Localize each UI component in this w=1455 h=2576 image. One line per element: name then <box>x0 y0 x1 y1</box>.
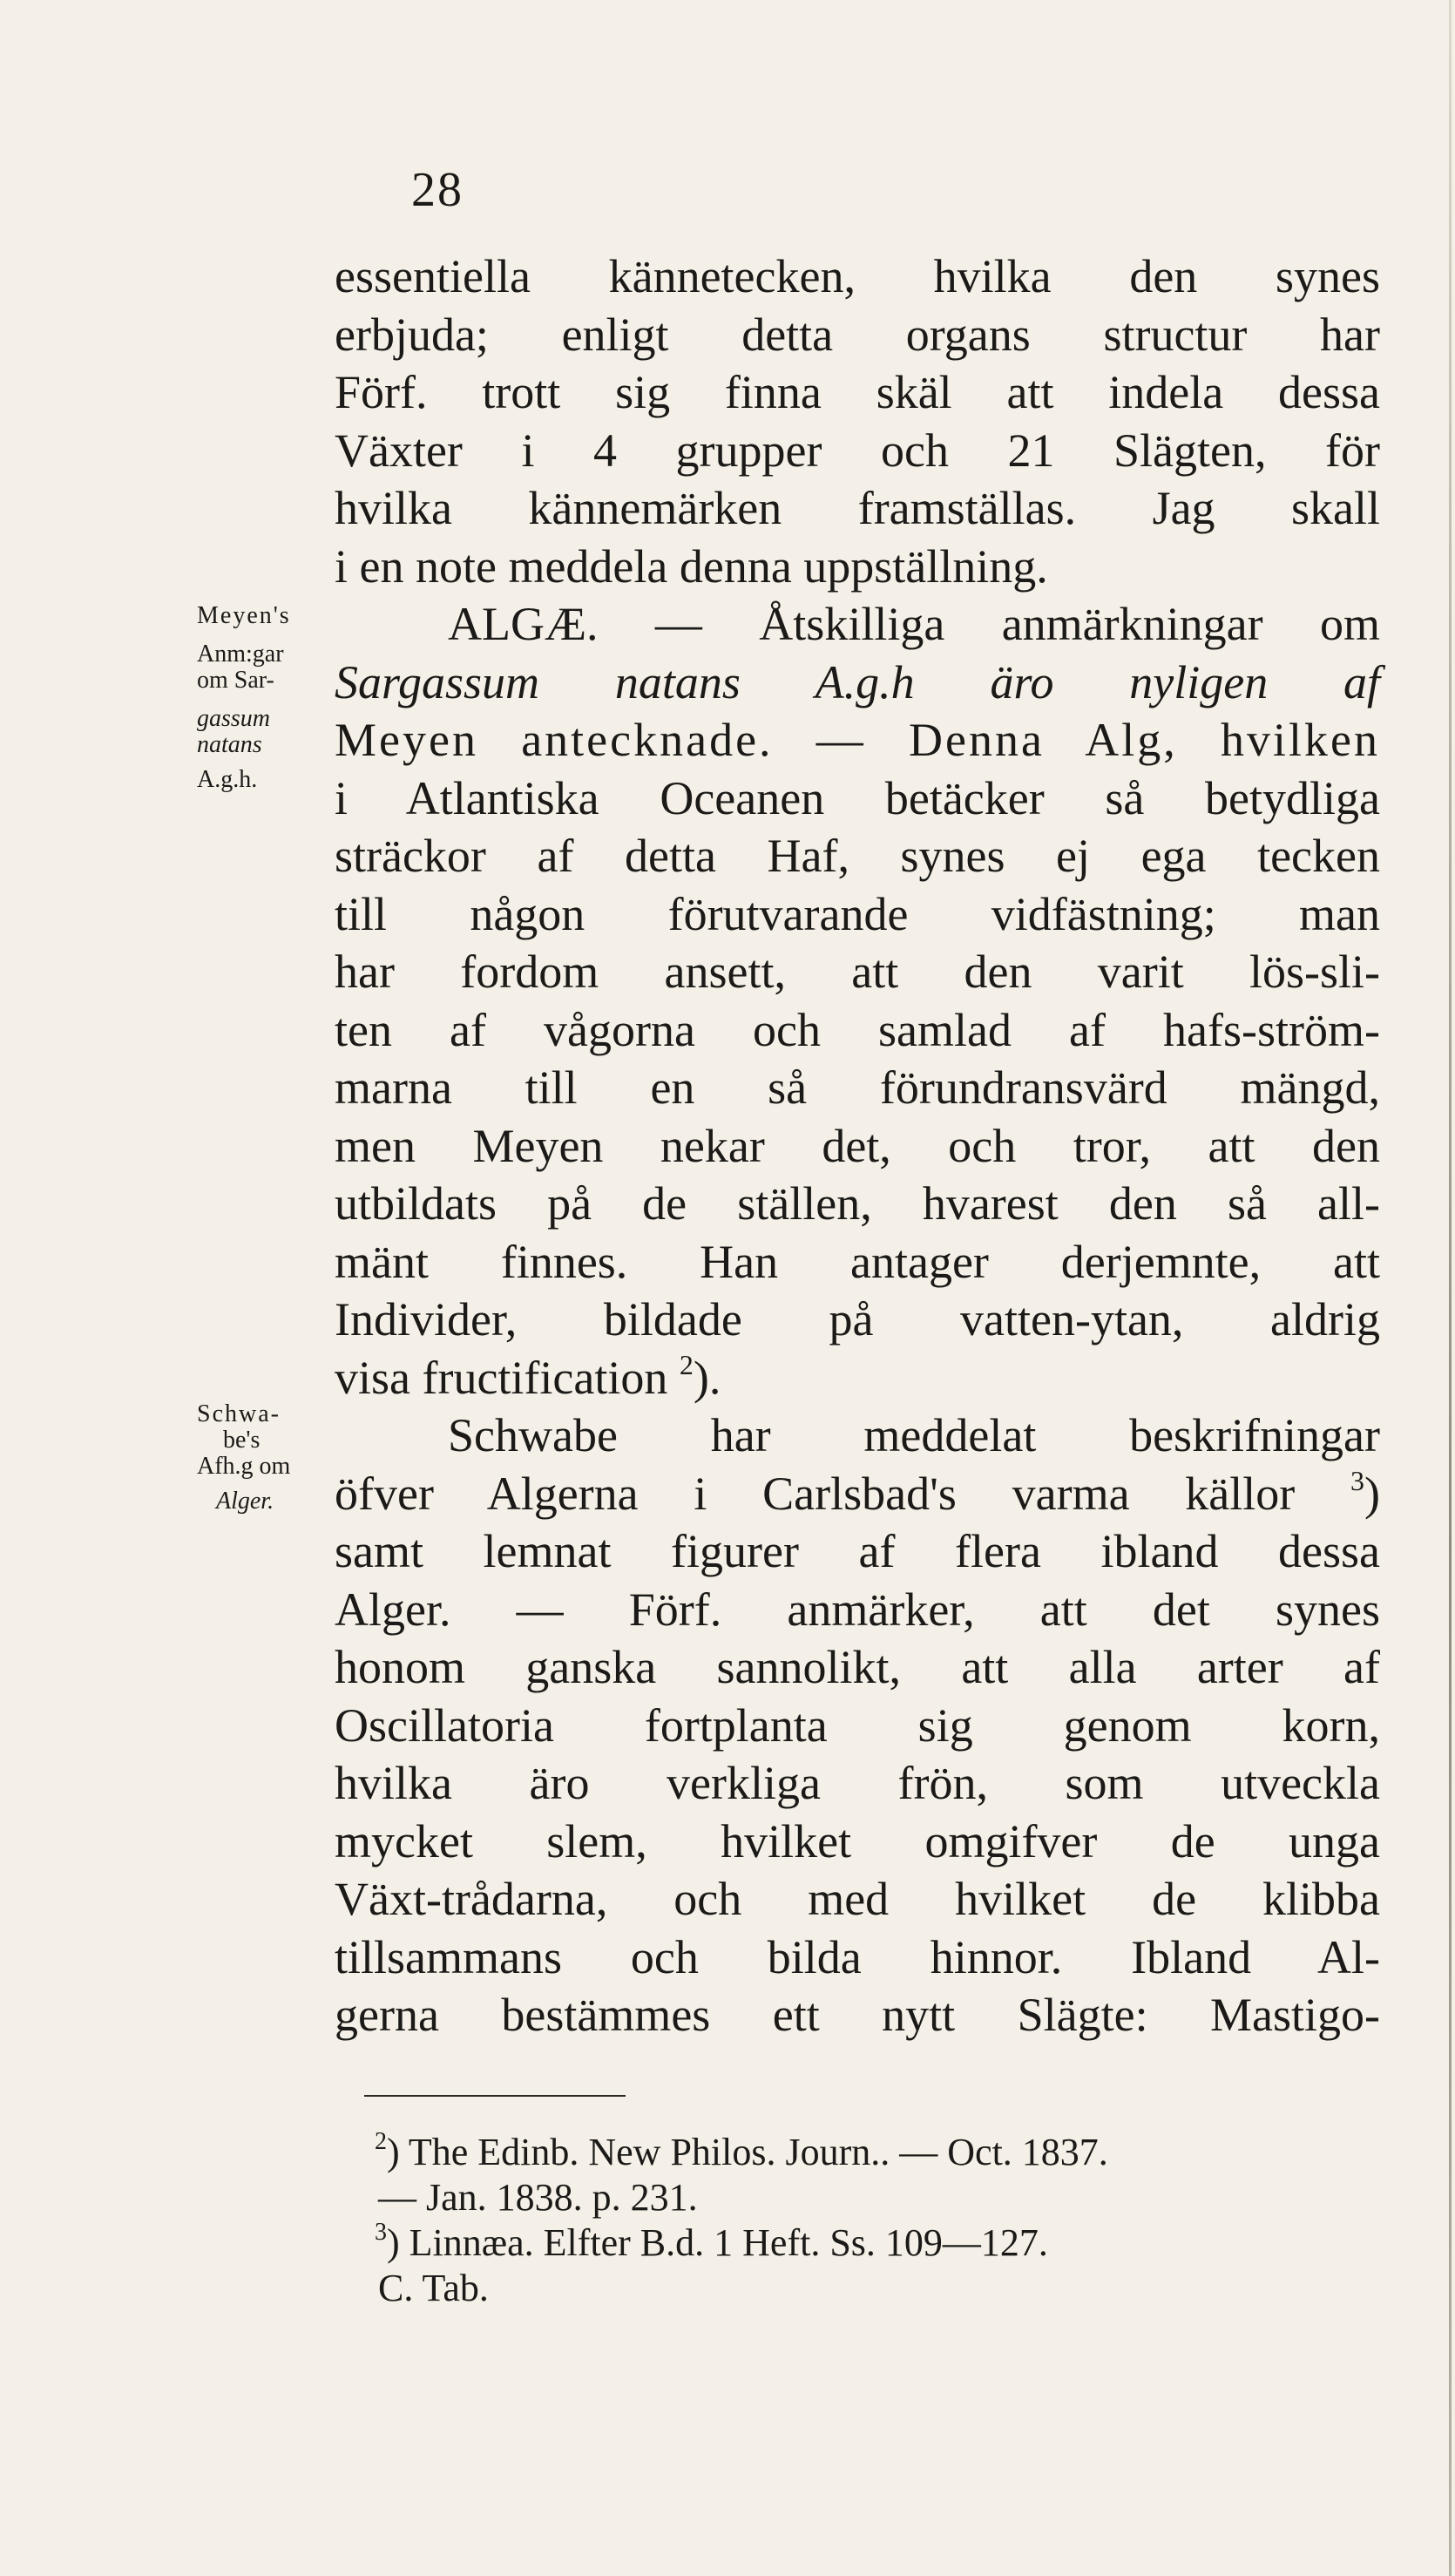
margin-note-line: be's <box>223 1427 261 1454</box>
footnote-marker-3: 3 <box>375 2219 387 2246</box>
margin-note-line: om Sar- <box>197 667 274 694</box>
footnote-text: The Edinb. New Philos. Journ.. — Oct. 1837. <box>408 2131 1108 2173</box>
footnote-ref-2: 2 <box>679 1348 694 1380</box>
footnote-3: $^3$) Linnæa. Elfter B.d. 1 Heft. Ss. 109—127. <box>375 2219 1048 2264</box>
text-line: erbjuda; enligt detta organs structur har <box>335 308 1380 361</box>
margin-note-line: gassum <box>197 705 271 732</box>
margin-note-line: Alger. <box>216 1488 274 1515</box>
footnote-2-continued: — Jan. 1838. p. 231. <box>378 2176 698 2219</box>
margin-note-meyen <box>197 603 336 793</box>
text-line: essentiella kännetecken, hvilka den synes <box>335 250 1380 302</box>
text-line: mycket slem, hvilket omgifver de unga <box>335 1814 1380 1868</box>
text-line: Växt-trådarna, och med hvilket de klibba <box>335 1873 1380 1925</box>
text-line: Sargassum natans A.g.h äro nyligen af <box>335 655 1380 708</box>
text-line: ten af vågorna och samlad af hafs-ström- <box>335 1003 1380 1056</box>
text-line: till någon förutvarande vidfästning; man <box>335 887 1380 940</box>
footnote-3-continued: C. Tab. <box>378 2267 489 2309</box>
text-line: hvilka äro verkliga frön, som utveckla <box>335 1757 1380 1809</box>
text-line: har fordom ansett, att den varit lös-sli- <box>335 946 1380 998</box>
margin-note-line: natans <box>197 731 262 758</box>
margin-note-line: Afh.g om <box>197 1453 291 1480</box>
text-line: tillsammans och bilda hinnor. Ibland Al- <box>335 1930 1380 1983</box>
footnote-marker-2: 2 <box>375 2128 387 2155</box>
body-text <box>335 247 1380 2044</box>
text-line: utbildats på de ställen, hvarest den så all- <box>335 1177 1380 1230</box>
text-line: Oscillatoria fortplanta sig genom korn, <box>335 1698 1380 1752</box>
margin-note-schwabe <box>197 1401 336 1515</box>
footnotes <box>375 2130 1377 2311</box>
text-line: samt lemnat figurer af flera ibland dessa <box>335 1525 1380 1577</box>
margin-note-line: A.g.h. <box>197 766 258 793</box>
text-segment: visa fructification <box>335 1351 668 1404</box>
page-edge <box>1449 0 1452 2576</box>
text-line: men Meyen nekar det, och tror, att den <box>335 1119 1380 1172</box>
margin-note-line: Anm:gar <box>197 641 284 668</box>
text-line: gerna bestämmes ett nytt Slägte: Mastigo- <box>335 1989 1380 2041</box>
footnote-text: Linnæa. Elfter B.d. 1 Heft. Ss. 109—127. <box>409 2221 1048 2264</box>
text-line: marna till en så förundransvärd mängd, <box>335 1061 1380 1114</box>
text-segment: öfver Algerna i Carlsbad's varma källor <box>335 1467 1296 1520</box>
page-number: 28 <box>411 163 464 217</box>
text-line: Individer, bildade på vatten-ytan, aldrig <box>335 1293 1380 1346</box>
footnote-ref-3: 3 <box>1350 1464 1365 1496</box>
margin-note-line: Meyen's <box>197 602 291 629</box>
text-line: Meyen antecknade. — Denna Alg, hvilken <box>335 714 1380 766</box>
text-line: Schwabe har meddelat beskrifningar <box>448 1409 1380 1461</box>
text-line: i en note meddela denna uppställning. <box>335 539 1048 593</box>
text-line-with-ref: visa fructification $^2$). <box>335 1348 721 1404</box>
footnote-2: $^2$) The Edinb. New Philos. Journ.. — Oct. 1837. <box>375 2128 1108 2173</box>
footnote-divider <box>364 2095 626 2097</box>
text-line: Förf. trott sig finna skäl att indela dessa <box>335 366 1380 418</box>
text-line: sträckor af detta Haf, synes ej ega tecken <box>335 830 1380 882</box>
text-line: i Atlantiska Oceanen betäcker så betydliga <box>335 771 1380 824</box>
text-line-with-ref: öfver Algerna i Carlsbad's varma källor $^3$) <box>335 1464 1381 1520</box>
text-line: hvilka kännemärken framställas. Jag skall <box>335 482 1380 534</box>
text-line: mänt finnes. Han antager derjemnte, att <box>335 1235 1380 1288</box>
margin-note-line: Schwa- <box>197 1400 281 1427</box>
text-line: honom ganska sannolikt, att alla arter af <box>335 1641 1380 1693</box>
text-line: Alger. — Förf. anmärker, att det synes <box>335 1583 1380 1636</box>
text-line: Växter i 4 grupper och 21 Slägten, för <box>335 424 1380 477</box>
text-line: ALGÆ. — Åtskilliga anmärkningar om <box>448 598 1380 650</box>
